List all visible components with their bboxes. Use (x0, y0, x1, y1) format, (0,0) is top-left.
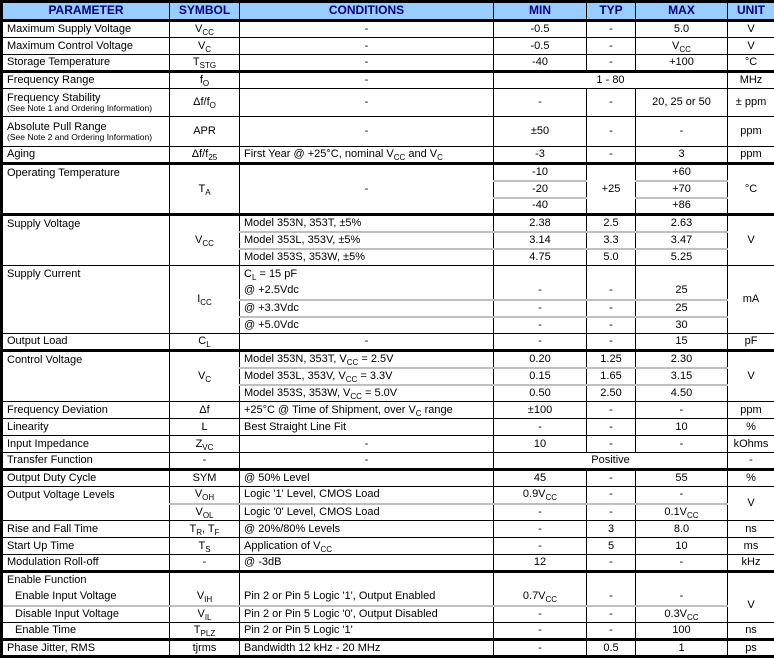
table-cell: - (587, 470, 636, 487)
spec-table-body (2, 21, 774, 657)
table-cell (728, 572, 774, 589)
table-cell: - (587, 334, 636, 351)
table-cell: - (240, 436, 494, 453)
table-cell: - (636, 589, 728, 606)
table-cell: 0.20 (494, 351, 587, 368)
table-cell: ns (728, 521, 774, 538)
table-cell: Pin 2 or Pin 5 Logic '0', Output Disabled (240, 606, 494, 623)
table-cell: 4.50 (636, 385, 728, 402)
table-cell (587, 572, 636, 589)
table-row (2, 640, 774, 657)
parameter-note: (See Note 1 and Ordering Information) (7, 104, 166, 113)
table-cell: $V_C$ (170, 38, 240, 55)
table-cell: 30 (636, 317, 728, 334)
table-cell: Supply Voltage (2, 215, 170, 266)
table-cell: ppm (728, 117, 774, 147)
table-cell: - (494, 640, 587, 657)
table-cell: -3 (494, 147, 587, 164)
table-cell: mA (728, 266, 774, 334)
table-cell: Pin 2 or Pin 5 Logic '1', Output Enabled (240, 589, 494, 606)
table-row (2, 555, 774, 572)
table-cell: L (170, 419, 240, 436)
table-cell: V (728, 215, 774, 266)
table-cell: APR (170, 117, 240, 147)
table-cell: +70 (636, 181, 728, 198)
table-cell: - (636, 487, 728, 504)
table-cell: 10 (636, 419, 728, 436)
table-cell: - (587, 147, 636, 164)
table-cell: - (494, 300, 587, 317)
table-cell: Δf (170, 402, 240, 419)
table-cell: $T_{PLZ}$ (170, 623, 240, 640)
column-header-min: MIN (494, 2, 587, 21)
table-cell: -10 (494, 164, 587, 181)
table-cell: ns (728, 623, 774, 640)
table-cell: 8.0 (636, 521, 728, 538)
table-cell: Output Load (2, 334, 170, 351)
table-cell: - (587, 419, 636, 436)
table-cell: - (587, 402, 636, 419)
table-cell: - (240, 72, 494, 89)
table-cell: Enable Function (2, 572, 170, 589)
table-cell: 25 (636, 300, 728, 317)
table-cell: 10 (636, 538, 728, 555)
table-cell: V (728, 589, 774, 623)
table-cell: Frequency Deviation (2, 402, 170, 419)
table-cell: ±50 (494, 117, 587, 147)
table-row (2, 606, 774, 623)
table-row (2, 38, 774, 55)
column-header-max: MAX (636, 2, 728, 21)
table-cell: - (587, 317, 636, 334)
table-cell: pF (728, 334, 774, 351)
table-cell: - (170, 555, 240, 572)
column-header-typ: TYP (587, 2, 636, 21)
table-cell: ±100 (494, 402, 587, 419)
table-cell: Supply Current (2, 266, 170, 334)
table-cell: 0.50 (494, 385, 587, 402)
table-cell: @ 20%/80% Levels (240, 521, 494, 538)
table-cell: $\Delta f/f_{25}$ (170, 147, 240, 164)
table-cell: $V_{CC}$ (170, 215, 240, 266)
table-cell: 100 (636, 623, 728, 640)
table-cell: $0.3V_{CC}$ (636, 606, 728, 623)
table-cell: 2.63 (636, 215, 728, 232)
table-cell: - (494, 283, 587, 300)
table-cell: @ -3dB (240, 555, 494, 572)
table-cell: 45 (494, 470, 587, 487)
table-cell: Model 353N, 353T, ±5% (240, 215, 494, 232)
table-row (2, 72, 774, 89)
table-row (2, 147, 774, 164)
table-cell: 1.25 (587, 351, 636, 368)
table-cell: - (170, 453, 240, 470)
table-cell: $I_{CC}$ (170, 266, 240, 334)
table-row (2, 572, 774, 589)
table-cell: Best Straight Line Fit (240, 419, 494, 436)
table-cell: Positive (494, 453, 728, 470)
table-cell: $0.9V_{CC}$ (494, 487, 587, 504)
table-cell: Logic '1' Level, CMOS Load (240, 487, 494, 504)
table-cell: @ +2.5Vdc (240, 283, 494, 300)
table-cell: 2.30 (636, 351, 728, 368)
table-cell: - (587, 623, 636, 640)
table-cell (240, 572, 494, 589)
table-cell: 4.75 (494, 249, 587, 266)
table-cell: - (587, 589, 636, 606)
table-cell: Storage Temperature (2, 55, 170, 72)
table-cell: ± ppm (728, 89, 774, 117)
table-cell: Start Up Time (2, 538, 170, 555)
table-cell: ppm (728, 402, 774, 419)
table-cell: - (494, 521, 587, 538)
table-cell: - (587, 300, 636, 317)
table-row (2, 623, 774, 640)
table-cell: - (636, 555, 728, 572)
table-cell: 2.38 (494, 215, 587, 232)
table-cell: $0.1V_{CC}$ (636, 504, 728, 521)
table-cell (494, 266, 587, 283)
table-cell: Model 353L, 353V, $V_{CC} = 3.3V$ (240, 368, 494, 385)
table-cell: - (587, 38, 636, 55)
table-cell: Modulation Roll-off (2, 555, 170, 572)
table-cell: -20 (494, 181, 587, 198)
table-cell: 0.5 (587, 640, 636, 657)
table-cell: - (494, 419, 587, 436)
table-cell: -40 (494, 198, 587, 215)
table-cell (494, 572, 587, 589)
table-row (2, 453, 774, 470)
table-cell: - (494, 504, 587, 521)
table-cell: $T_A$ (170, 164, 240, 215)
table-row (2, 470, 774, 487)
table-cell (587, 266, 636, 283)
table-cell: Output Duty Cycle (2, 470, 170, 487)
table-row (2, 487, 774, 504)
table-cell: $V_C$ (170, 351, 240, 402)
table-cell: 55 (636, 470, 728, 487)
table-cell: 3.3 (587, 232, 636, 249)
table-cell: - (587, 21, 636, 38)
table-row (2, 89, 774, 117)
table-cell: Rise and Fall Time (2, 521, 170, 538)
table-cell: - (636, 436, 728, 453)
table-cell: Aging (2, 147, 170, 164)
table-cell: Pin 2 or Pin 5 Logic '1' (240, 623, 494, 640)
table-row (2, 436, 774, 453)
table-cell: 5 (587, 538, 636, 555)
table-cell: - (240, 21, 494, 38)
table-cell: Frequency Range (2, 72, 170, 89)
table-row (2, 215, 774, 232)
table-row (2, 117, 774, 147)
table-cell: $T_R$, $T_F$ (170, 521, 240, 538)
table-cell: $C_L = 15$ pF (240, 266, 494, 283)
table-cell: $\Delta f/f_O$ (170, 89, 240, 117)
table-row (2, 521, 774, 538)
table-cell: 15 (636, 334, 728, 351)
table-cell: - (240, 334, 494, 351)
table-cell: - (240, 55, 494, 72)
table-cell: - (240, 89, 494, 117)
table-cell: ppm (728, 147, 774, 164)
table-cell: Model 353S, 353W, ±5% (240, 249, 494, 266)
table-cell: % (728, 419, 774, 436)
table-cell: 25 (636, 283, 728, 300)
table-cell: 3 (587, 521, 636, 538)
table-cell: - (240, 38, 494, 55)
table-cell: - (494, 606, 587, 623)
table-cell: $0.7V_{CC}$ (494, 589, 587, 606)
table-cell: ms (728, 538, 774, 555)
table-cell: °C (728, 164, 774, 215)
table-cell: V (728, 21, 774, 38)
table-cell: Model 353N, 353T, $V_{CC} = 2.5V$ (240, 351, 494, 368)
table-cell: +86 (636, 198, 728, 215)
table-cell: - (636, 402, 728, 419)
table-row (2, 21, 774, 38)
column-header-parameter: PARAMETER (2, 2, 170, 21)
table-cell: First Year @ +25°C, nominal $V_{CC}$ and $V_C$ (240, 147, 494, 164)
table-cell: - (494, 89, 587, 117)
table-cell: - (240, 164, 494, 215)
table-cell: - (240, 453, 494, 470)
table-row (2, 538, 774, 555)
column-header-conditions: CONDITIONS (240, 2, 494, 21)
table-cell: $C_L$ (170, 334, 240, 351)
table-cell: 1.65 (587, 368, 636, 385)
table-cell: $f_O$ (170, 72, 240, 89)
table-cell: $V_{OH}$ (170, 487, 240, 504)
table-cell: - (494, 623, 587, 640)
parameter-note: (See Note 2 and Ordering Information) (7, 133, 166, 142)
table-cell: 3.47 (636, 232, 728, 249)
table-cell: 12 (494, 555, 587, 572)
table-cell: @ 50% Level (240, 470, 494, 487)
table-cell: V (728, 351, 774, 402)
table-cell: +100 (636, 55, 728, 72)
table-cell: 5.25 (636, 249, 728, 266)
table-cell: @ +3.3Vdc (240, 300, 494, 317)
table-cell: -40 (494, 55, 587, 72)
table-cell: +25 (587, 164, 636, 215)
spec-table-header (2, 2, 774, 21)
table-row (2, 55, 774, 72)
table-row (2, 164, 774, 181)
table-cell: Model 353S, 353W, $V_{CC} = 5.0V$ (240, 385, 494, 402)
table-cell: - (636, 117, 728, 147)
table-cell: Maximum Supply Voltage (2, 21, 170, 38)
table-row (2, 334, 774, 351)
table-cell: Frequency Stability (See Note 1 and Ordering Information) (2, 89, 170, 117)
table-cell: - (587, 89, 636, 117)
table-cell: 5.0 (636, 21, 728, 38)
table-cell: Transfer Function (2, 453, 170, 470)
table-cell: - (494, 317, 587, 334)
table-cell: - (587, 606, 636, 623)
table-cell: 3.15 (636, 368, 728, 385)
table-cell: $V_{IH}$ (170, 589, 240, 606)
table-cell: $Z_{VC}$ (170, 436, 240, 453)
table-cell: Absolute Pull Range (See Note 2 and Ordering Information) (2, 117, 170, 147)
table-cell: % (728, 470, 774, 487)
table-cell: Control Voltage (2, 351, 170, 402)
table-cell (170, 572, 240, 589)
table-cell: 2.5 (587, 215, 636, 232)
table-cell: 20, 25 or 50 (636, 89, 728, 117)
table-cell: - (587, 117, 636, 147)
table-cell: ps (728, 640, 774, 657)
header-row (2, 2, 774, 21)
table-cell: Logic '0' Level, CMOS Load (240, 504, 494, 521)
table-row (2, 589, 774, 606)
table-cell: 3.14 (494, 232, 587, 249)
table-cell: - (587, 55, 636, 72)
table-cell: $T_{STG}$ (170, 55, 240, 72)
table-row (2, 402, 774, 419)
table-row (2, 419, 774, 436)
table-cell: - (587, 504, 636, 521)
table-cell: V (728, 487, 774, 521)
table-cell: $V_{CC}$ (170, 21, 240, 38)
table-cell: Enable Input Voltage (2, 589, 170, 606)
table-cell: Output Voltage Levels (2, 487, 170, 521)
column-header-symbol: SYMBOL (170, 2, 240, 21)
column-header-unit: UNIT (728, 2, 774, 21)
table-cell: - (587, 555, 636, 572)
table-cell: $V_{CC}$ (636, 38, 728, 55)
table-cell: - (240, 117, 494, 147)
table-cell: - (587, 436, 636, 453)
table-cell: SYM (170, 470, 240, 487)
table-cell: V (728, 38, 774, 55)
table-cell: 5.0 (587, 249, 636, 266)
table-cell: kOhms (728, 436, 774, 453)
table-cell: Model 353L, 353V, ±5% (240, 232, 494, 249)
table-cell: Bandwidth 12 kHz - 20 MHz (240, 640, 494, 657)
table-cell: - (587, 283, 636, 300)
table-cell: Maximum Control Voltage (2, 38, 170, 55)
table-cell: 10 (494, 436, 587, 453)
table-cell: kHz (728, 555, 774, 572)
table-row (2, 266, 774, 283)
table-cell: Enable Time (2, 623, 170, 640)
table-cell: 3 (636, 147, 728, 164)
table-cell: $V_{OL}$ (170, 504, 240, 521)
table-cell: MHz (728, 72, 774, 89)
table-cell: -0.5 (494, 38, 587, 55)
table-cell: Phase Jitter, RMS (2, 640, 170, 657)
table-cell: $T_S$ (170, 538, 240, 555)
table-cell: -0.5 (494, 21, 587, 38)
table-cell: Linearity (2, 419, 170, 436)
table-cell: Operating Temperature (2, 164, 170, 215)
table-cell: °C (728, 55, 774, 72)
table-row (2, 351, 774, 368)
table-cell: 1 - 80 (494, 72, 728, 89)
table-cell: 0.15 (494, 368, 587, 385)
table-cell: Input Impedance (2, 436, 170, 453)
table-cell: - (587, 487, 636, 504)
table-cell (636, 266, 728, 283)
table-cell: 1 (636, 640, 728, 657)
table-cell: @ +5.0Vdc (240, 317, 494, 334)
table-cell: - (494, 334, 587, 351)
table-cell: Disable Input Voltage (2, 606, 170, 623)
table-cell: tjrms (170, 640, 240, 657)
table-cell: 2.50 (587, 385, 636, 402)
table-cell: +25°C @ Time of Shipment, over $V_C$ range (240, 402, 494, 419)
table-cell: - (728, 453, 774, 470)
table-cell: Application of $V_{CC}$ (240, 538, 494, 555)
table-cell: +60 (636, 164, 728, 181)
table-cell: $V_{IL}$ (170, 606, 240, 623)
table-cell: - (494, 538, 587, 555)
table-cell (636, 572, 728, 589)
